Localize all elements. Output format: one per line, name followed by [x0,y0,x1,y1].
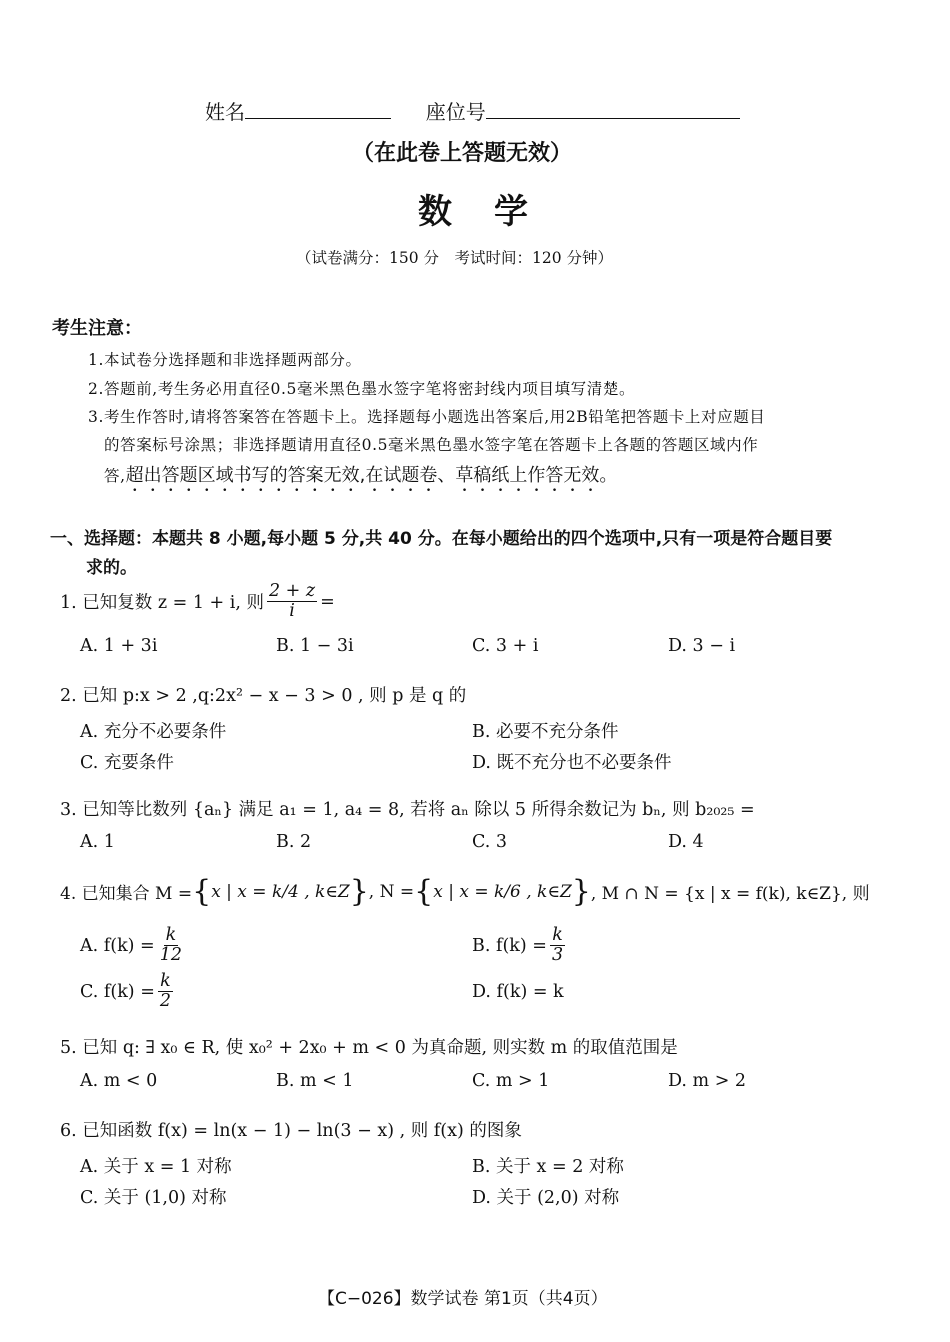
notice-item-3-tail: 答, [104,467,126,485]
q4-option-c-frac [158,972,173,1012]
question-1 [60,582,335,622]
q4-set-m: x | x = k/4 , k∈Z [211,881,350,902]
question-4 [60,874,870,909]
q4-brace-close-m: } [349,874,369,909]
q5-option-a: A. m < 0 [80,1071,158,1091]
q4-option-b-label: B. f(k) = [472,935,547,956]
q1-frac-num: 2 + z [268,581,316,601]
q6-option-a: A. 关于 x = 1 对称 [80,1157,232,1177]
q4-brace-open-n: { [414,874,434,909]
q1-fraction [267,582,317,622]
q4-option-a [80,926,187,966]
q1-stem: 1. 已知复数 z = 1 + i, 则 [60,593,264,614]
name-label: 姓名 [205,100,245,124]
q4-brace-open-m: { [192,874,212,909]
q3-option-d: D. 4 [668,832,704,852]
q4-option-b-frac [550,926,565,966]
q4-option-c-num: k [160,971,171,991]
q2-option-d: D. 既不充分也不必要条件 [472,753,672,773]
q2-option-b: B. 必要不充分条件 [472,722,619,742]
notice-item-2: 2.答题前,考生务必用直径0.5毫米黑色墨水签字笔将密封线内项目填写清楚。 [88,380,636,398]
q6-option-c: C. 关于 (1,0) 对称 [80,1188,227,1208]
q4-option-b-den: 3 [551,945,564,966]
q4-option-a-frac [158,926,184,966]
page-footer: 【C−026】数学试卷 第1页（共4页） [318,1289,608,1309]
notice-item-3: 3.考生作答时,请将答案答在答题卡上。选择题每小题选出答案后,用2B铅笔把答题卡上对应题目 [88,408,766,426]
section-heading-line1: 一、选择题：本题共 8 小题,每小题 5 分,共 40 分。在每小题给出的四个选项中,只有一项是符合题目要 [50,529,833,549]
question-3: 3. 已知等比数列 {aₙ} 满足 a₁ = 1, a₄ = 8, 若将 aₙ 除以 5 所得余数记为 bₙ, 则 b₂₀₂₅ = [60,800,755,820]
q4-set-n: x | x = k/6 , k∈Z [433,881,572,902]
q4-option-c [80,972,176,1012]
seat-label: 座位号 [425,100,486,124]
q4-option-c-den: 2 [159,991,171,1012]
name-blank [245,98,391,119]
q3-option-c: C. 3 [472,832,508,852]
subject-title: 数学 [418,192,570,232]
q4-option-b [472,926,568,966]
q2-option-c: C. 充要条件 [80,753,174,773]
q4-stem-b: , N = [368,881,415,902]
notice-item-1: 1.本试卷分选择题和非选择题两部分。 [88,351,362,369]
q4-option-b-num: k [552,925,563,945]
q4-stem-a: 4. 已知集合 M = [60,884,193,904]
q2-option-a: A. 充分不必要条件 [80,722,227,742]
name-field [205,96,740,125]
q1-tail: = [320,591,335,612]
q4-option-a-num: k [165,925,177,945]
q1-frac-den: i [289,601,295,622]
notice-emphasis: 超出答题区域书写的答案无效,在试题卷、草稿纸上作答无效。 [125,465,618,486]
q4-brace-close-n: } [571,874,591,909]
section-heading-line2: 求的。 [86,558,137,578]
exam-info: （试卷满分：150 分 考试时间：120 分钟） [296,249,614,267]
q6-option-b: B. 关于 x = 2 对称 [472,1157,624,1177]
notice-item-3-end [104,461,617,496]
q3-option-b: B. 2 [276,832,312,852]
q4-option-a-den: 12 [159,945,183,966]
q4-option-c-label: C. f(k) = [80,981,155,1002]
q4-stem-c: , M ∩ N = {x | x = f(k), k∈Z}, 则 [590,884,870,904]
q1-option-a: A. 1 + 3i [80,636,158,656]
notice-item-3-cont: 的答案标号涂黑；非选择题请用直径0.5毫米黑色墨水签字笔在答题卡上各题的答题区域内作 [104,436,759,454]
q3-option-a: A. 1 [80,832,115,852]
seat-blank [486,98,740,119]
q6-option-d: D. 关于 (2,0) 对称 [472,1188,620,1208]
q1-option-d: D. 3 − i [668,636,736,656]
q5-option-d: D. m > 2 [668,1071,747,1091]
question-2: 2. 已知 p:x > 2 ,q:2x² − x − 3 > 0 , 则 p 是 q 的 [60,686,467,706]
q1-option-c: C. 3 + i [472,636,539,656]
q4-option-a-label: A. f(k) = [80,935,155,956]
question-6: 6. 已知函数 f(x) = ln(x − 1) − ln(3 − x) , 则 f(x) 的图象 [60,1121,522,1141]
notice-heading: 考生注意： [52,318,142,339]
q4-option-d: D. f(k) = k [472,982,564,1002]
q5-option-b: B. m < 1 [276,1071,354,1091]
q5-option-c: C. m > 1 [472,1071,550,1091]
q1-option-b: B. 1 − 3i [276,636,354,656]
question-5: 5. 已知 q: ∃ x₀ ∈ R, 使 x₀² + 2x₀ + m < 0 为真命题, 则实数 m 的取值范围是 [60,1038,678,1058]
invalid-notice: （在此卷上答题无效） [352,141,573,166]
